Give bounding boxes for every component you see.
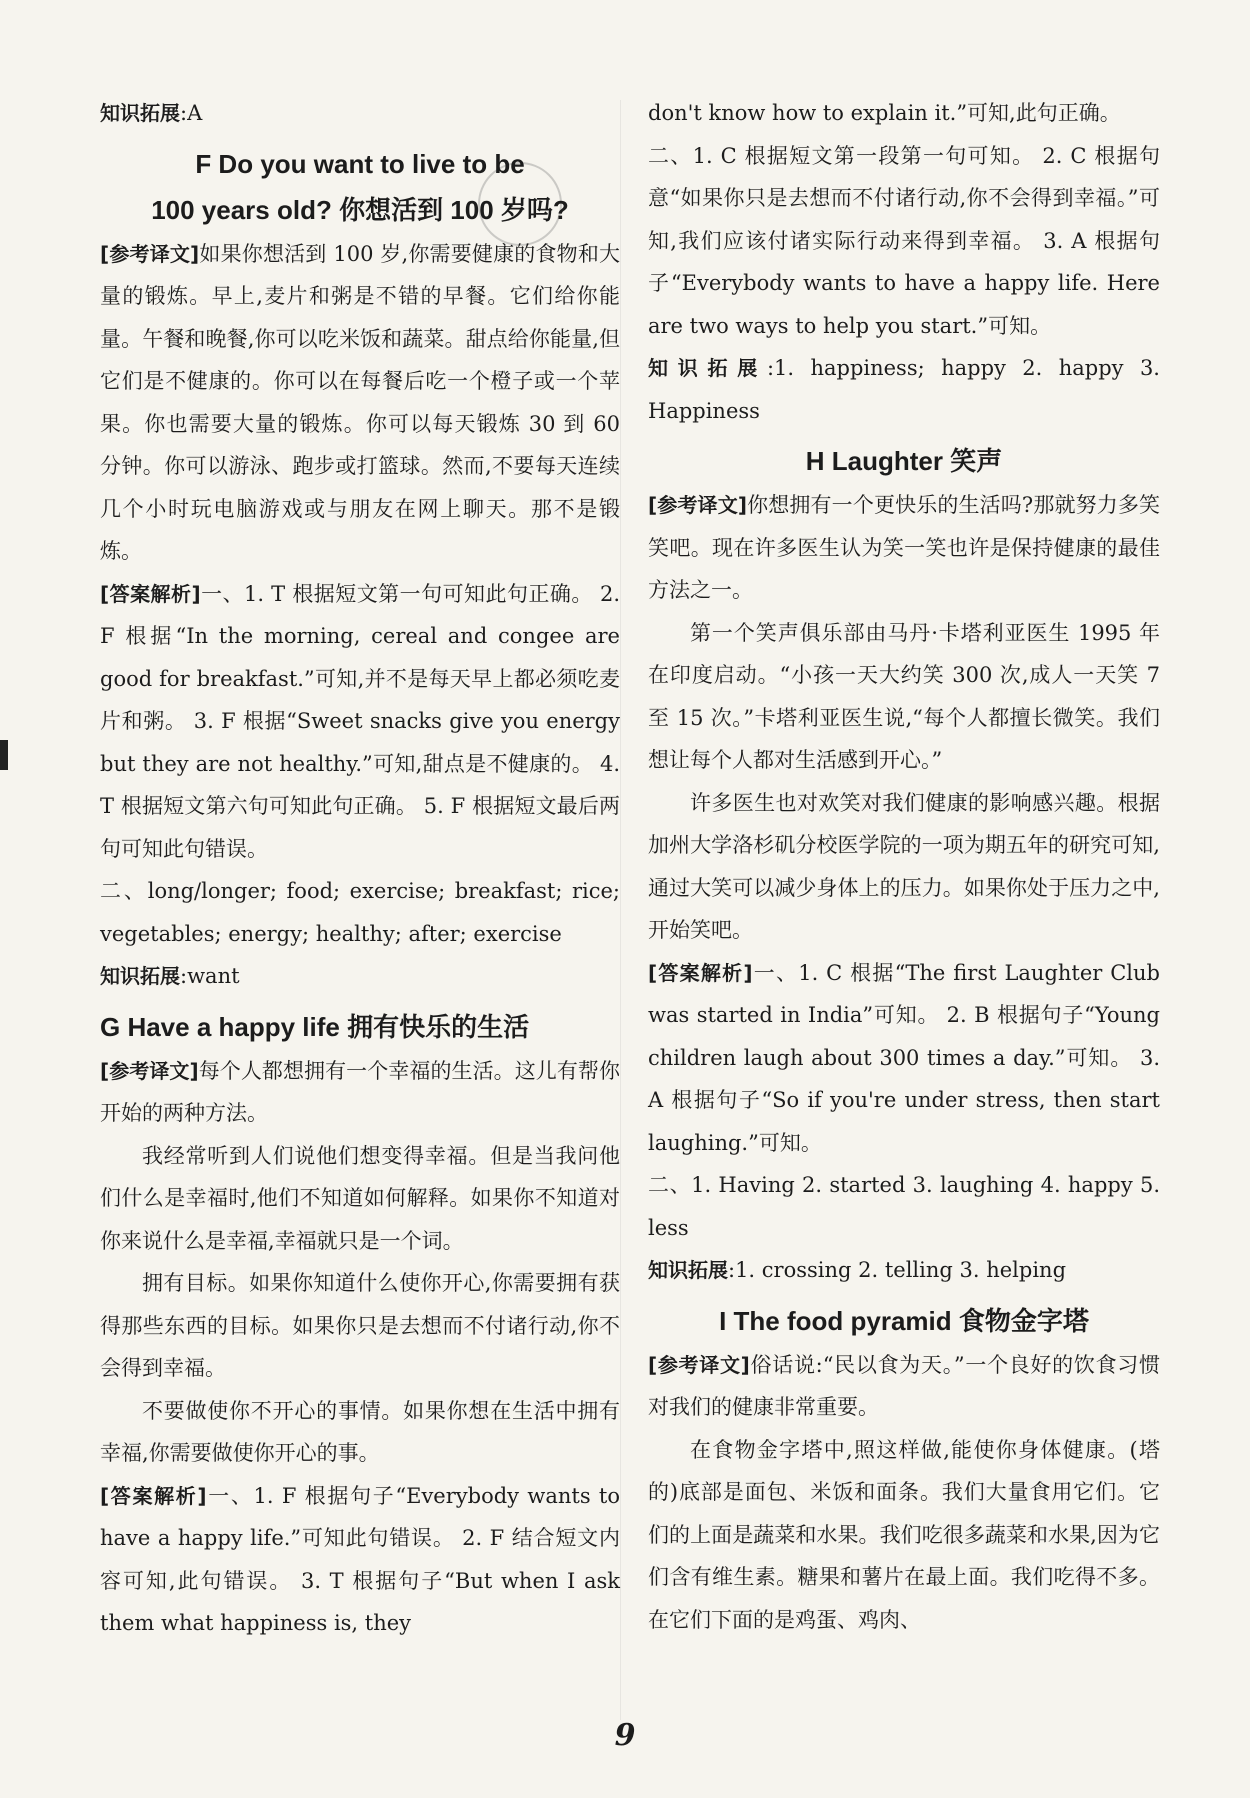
h-knowledge-extension: 知识拓展:1. crossing 2. telling 3. helping: [648, 1258, 1067, 1282]
h-part2: 二、1. Having 2. started 3. laughing 4. happy 5. less: [648, 1173, 1160, 1240]
g-translation-1: [参考译文]每个人都想拥有一个幸福的生活。这儿有帮你开始的两种方法。: [100, 1058, 620, 1125]
h-translation-1: [参考译文]你想拥有一个更快乐的生活吗?那就努力多笑笑吧。现在许多医生认为笑一笑也许是保持健康的最佳方法之一。: [648, 493, 1161, 602]
g-knowledge-extension: 知识拓展:1. happiness; happy 2. happy 3. Happiness: [648, 356, 1160, 423]
g-answer-continued: don't know how to explain it.”可知,此句正确。: [648, 101, 1121, 125]
f-answer: [答案解析]一、1. T 根据短文第一句可知此句正确。 2. F 根据“In the morning, cereal and congee are good for breakfast.”可知,并不是每天早上都必须吃麦片和粥。 3. F 根据“Sweet snacks give you energy but they are not healthy.”可知,甜点是不健康的。 4. T 根据短文第六句可知此句正确。 5. F 根据短文最后两句可知此句错误。: [100, 581, 621, 861]
g-translation-2: 我经常听到人们说他们想变得幸福。但是当我问他们什么是幸福时,他们不知道如何解释。如果你不知道对你来说什么是幸福,幸福就只是一个词。: [100, 1143, 620, 1253]
section-i-heading: I The food pyramid 食物金字塔: [719, 1305, 1089, 1336]
h-answer: [答案解析]一、1. C 根据“The first Laughter Club was started in India”可知。 2. B 根据句子“Young children laugh about 300 times a day.”可知。 3. A 根据句子“So if you're under stress, then start laughing.”可知。: [648, 960, 1160, 1155]
section-f-title-line1: F Do you want to live to be: [195, 148, 525, 179]
g-part2: 二、1. C 根据短文第一段第一句可知。 2. C 根据句意“如果你只是去想而不付诸行动,你不会得到幸福。”可知,我们应该付诸实际行动来得到幸福。 3. A 根据句子“Everybody wants to have a happy life. Here are two ways to help you start.”可知。: [648, 143, 1160, 338]
page-edge-mark: [0, 740, 8, 770]
f-translation: [参考译文]如果你想活到 100 岁,你需要健康的食物和大量的锻炼。早上,麦片和粥是不错的早餐。它们给你能量。午餐和晚餐,你可以吃米饭和蔬菜。甜点给你能量,但它们是不健康的。你可以在每餐后吃一个橙子或一个苹果。你也需要大量的锻炼。你可以每天锻炼 30 到 60 分钟。你可以游泳、跑步或打篮球。然而,不要每天连续几个小时玩电脑游戏或与朋友在网上聊天。那不是锻炼。: [100, 241, 620, 563]
knowledge-extension-a: 知识拓展:A: [100, 101, 203, 125]
left-column: [100, 92, 620, 1645]
column-divider: [620, 100, 621, 1720]
i-translation-1: [参考译文]俗话说:“民以食为天。”一个良好的饮食习惯对我们的健康非常重要。: [648, 1352, 1161, 1419]
g-translation-3: 拥有目标。如果你知道什么使你开心,你需要拥有获得那些东西的目标。如果你只是去想而不付诸行动,你不会得到幸福。: [100, 1271, 620, 1380]
g-answer: [答案解析]一、1. F 根据句子“Everybody wants to have a happy life.”可知此句错误。 2. F 结合短文内容可知,此句错误。 3. T 根据句子“But when I ask them what happiness is, they: [100, 1483, 620, 1635]
section-f-title-line2: 100 years old? 你想活到 100 岁吗?: [151, 194, 569, 225]
g-translation-4: 不要做使你不开心的事情。如果你想在生活中拥有幸福,你需要做使你开心的事。: [100, 1398, 620, 1465]
right-column: [648, 92, 1160, 1641]
i-translation-2: 在食物金字塔中,照这样做,能使你身体健康。(塔的)底部是面包、米饭和面条。我们大量食用它们。它们的上面是蔬菜和水果。我们吃很多蔬菜和水果,因为它们含有维生素。糖果和薯片在最上面。我们吃得不多。在它们下面的是鸡蛋、鸡肉、: [648, 1437, 1160, 1632]
section-g-heading: G Have a happy life 拥有快乐的生活: [100, 1011, 530, 1042]
section-f-heading: [100, 141, 620, 233]
section-h-heading: H Laughter 笑声: [805, 446, 1003, 476]
h-translation-3: 许多医生也对欢笑对我们健康的影响感兴趣。根据加州大学洛杉矶分校医学院的一项为期五年的研究可知,通过大笑可以减少身体上的压力。如果你处于压力之中,开始笑吧。: [648, 790, 1160, 942]
h-translation-2: 第一个笑声俱乐部由马丹·卡塔利亚医生 1995 年在印度启动。“小孩一天大约笑 300 次,成人一天笑 7 至 15 次。”卡塔利亚医生说,“每个人都擅长微笑。我们想让每个人都对生活感到开心。”: [648, 620, 1160, 772]
f-part2: 二、long/longer; food; exercise; breakfast; rice; vegetables; energy; healthy; after; exercise: [100, 879, 620, 946]
page-number: 9: [614, 1718, 636, 1753]
knowledge-extension-want: 知识拓展:want: [100, 964, 240, 988]
